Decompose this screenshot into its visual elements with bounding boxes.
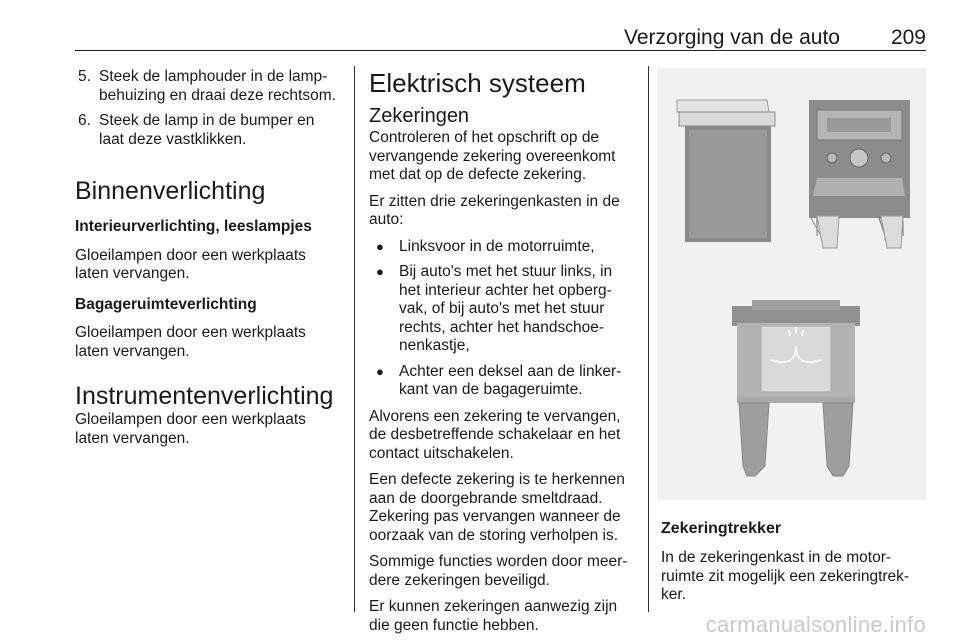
page-header: [75, 0, 926, 51]
fuse-drawing: [657, 68, 926, 500]
paragraph: Er kunnen zekeringen aanwezig zijn die geen functie hebben.: [369, 598, 618, 634]
heading-zekeringen: Zekeringen: [369, 105, 470, 127]
heading-bagageruimteverlichting: Bagageruimteverlichting: [75, 295, 257, 313]
paragraph: Er zitten drie zekeringenkasten in de auto:: [369, 192, 620, 228]
numbered-steps: [75, 68, 343, 149]
paragraph: Gloeilampen door een werkplaats laten vervangen.: [75, 324, 306, 360]
list-item: ● Linksvoor in de motorruimte,: [369, 238, 635, 257]
column-left: [75, 68, 343, 456]
heading-zekeringtrekker: Zekeringtrekker: [661, 520, 782, 537]
watermark: carmanualsonline.info: [705, 612, 926, 637]
step-text: Steek de lamphouder in de lamp-behuizing en draai deze rechtsom.: [99, 68, 336, 104]
heading-instrumentenverlichting: Instrumentenverlichting: [75, 382, 334, 410]
list-item: [75, 112, 343, 149]
heading-elektrisch-systeem: Elektrisch systeem: [369, 68, 586, 98]
step-number: 6.: [78, 112, 91, 129]
column-divider: [648, 66, 649, 612]
heading-interieurverlichting: Interieurverlichting, leeslampjes: [75, 218, 312, 235]
mini-fuse-view: [732, 300, 860, 476]
fuse-front-view: [809, 100, 910, 248]
paragraph: Een defecte zekering is te herkennen aan de doorgebrande smeltdraad. Zekering pas vervangen wanneer de oorzaak van de storing verholpen is.: [369, 471, 625, 544]
list-item: ● Bij auto's met het stuur links, in het interieur achter het opberg-vak, of bij auto's met het stuur rechts, achter het handschoe-nenkastje,: [369, 263, 635, 356]
paragraph: Gloeilampen door een werkplaats laten vervangen.: [75, 246, 306, 282]
bullet-list: [369, 238, 635, 400]
column-divider: [354, 66, 355, 612]
list-item: [75, 68, 343, 105]
paragraph: Gloeilampen door een werkplaats laten vervangen.: [75, 411, 306, 447]
paragraph: In de zekeringenkast in de motor-ruimte zit mogelijk een zekeringtrek-ker.: [661, 549, 910, 603]
list-item: ● Achter een deksel aan de linker-kant van de bagageruimte.: [369, 363, 635, 400]
column-right: [661, 519, 926, 613]
section-title: Verzorging van de auto: [624, 26, 840, 49]
paragraph: Sommige functies worden door meer-dere zekeringen beveiligd.: [369, 553, 628, 589]
step-number: 5.: [78, 68, 91, 85]
paragraph: Alvorens een zekering te vervangen, de desbetreffende schakelaar en het contact uitschakelen.: [369, 407, 621, 462]
heading-binnenverlichting: Binnenverlichting: [75, 177, 266, 205]
column-middle: [369, 68, 635, 643]
fuse-side-view: [677, 100, 775, 242]
paragraph: Controleren of het opschrift op de vervangende zekering overeenkomt met dat op de defecte zekering.: [369, 129, 616, 183]
step-text: Steek de lamp in de bumper en laat deze vastklikken.: [99, 112, 315, 148]
fuse-illustration: [657, 68, 926, 500]
page-number: 209: [890, 26, 926, 49]
